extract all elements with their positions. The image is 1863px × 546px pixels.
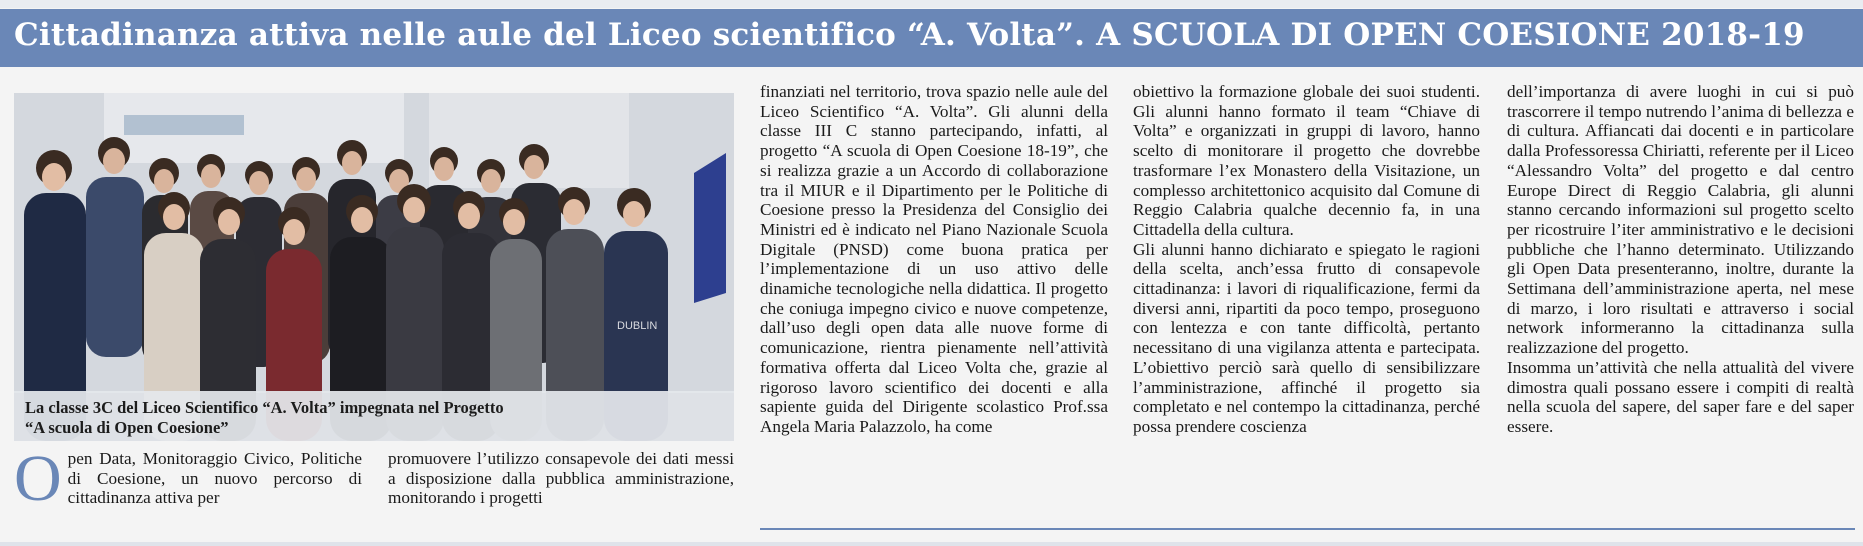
- caption-line-1: La classe 3C del Liceo Scientifico “A. Volta” impegnata nel Progetto: [25, 398, 504, 417]
- article-column-5: [1507, 82, 1854, 437]
- column-5-paragraph-1: dell’importanza di avere luoghi in cui si può trascorrere il tempo nutrendo l’anima di bellezza e di cultura. Affiancati dai docenti e in particolare dalla Professoressa Chiriatti, referente per il Liceo “Alessandro Volta” del progetto e dal centro Europe Direct di Reggio Calabria, gli alunni stanno cercando informazioni sul progetto scelto per ricostruire l’iter amministrativo e le decisioni pubbliche che l’hanno determinato. Utilizzando gli Open Data presenteranno, inoltre, durante la Settimana dell’amministrazione aperta, nel mese di marzo, i loro risultati e attraverso i social network informeranno la cittadinanza sulla realizzazione del progetto.: [1507, 82, 1854, 358]
- article-column-2: [388, 449, 734, 508]
- article-column-1: [14, 442, 362, 515]
- bottom-rule: [760, 528, 1855, 530]
- photo-caption: [14, 391, 734, 441]
- page-bottom-border: [0, 542, 1863, 546]
- top-border: [0, 0, 1863, 8]
- sweatshirt-text: DUBLIN: [617, 320, 658, 332]
- column-4-paragraph-2: Gli alunni hanno dichiarato e spiegato le ragioni della scelta, anch’essa frutto di consapevole cittadinanza: i lavori di riqualificazione, fermi da diversi anni, ripartiti da poco tempo, proseguono con lentezza e con tante difficoltà, pertanto necessitano di una vigilanza attenta e partecipata. L’obiettivo perciò sarà quello di sensibilizzare l’amministrazione, affinché il progetto sia completato e nel contempo la cittadinanza, perché possa prendere coscienza: [1133, 239, 1480, 436]
- article-column-3: [760, 82, 1108, 437]
- drop-cap: O: [14, 442, 62, 515]
- column-1-text: pen Data, Monitoraggio Civico, Politiche di Coesione, un nuovo percorso di cittadinanza attiva per: [67, 449, 362, 508]
- column-4-paragraph-1: obiettivo la formazione globale dei suoi studenti. Gli alunni hanno formato il team “Chiave di Volta” e organizzati in gruppi di lavoro, hanno scelto di monitorare il progetto che dovrebbe trasformare l’ex Monastero della Visitazione, un complesso architettonico acquisito dal Comune di Reggio Calabria qualche decennio fa, in una Cittadella della cultura.: [1133, 82, 1480, 239]
- article-title: Cittadinanza attiva nelle aule del Liceo scientifico “A. Volta”. A SCUOLA DI OPEN COESIONE 2018-19: [14, 17, 1805, 53]
- column-3-text: finanziati nel territorio, trova spazio nelle aule del Liceo Scientifico “A. Volta”. Gli alunni della classe III C stanno partecipando, infatti, al progetto “A scuola di Open Coesione 18-19”, che si realizza grazie a un Accordo di collaborazione tra il MIUR e il Dipartimento per le Politiche di Coesione presso la Presidenza del Consiglio dei Ministri ed è indicato nel Piano Nazionale Scuola Digitale (PNSD) come buona pratica per l’implementazione di un uso attivo delle dinamiche tecnologiche nella didattica. Il progetto che coniuga impegno civico e nuove competenze, dall’uso degli open data alle nuove forme di comunicazione, rientra pienamente nell’attività formativa offerta dal Liceo Volta che, grazie al rigoroso lavoro scientifico dei docenti e alla sapiente guida del Dirigente scolastico Prof.ssa Angela Maria Palazzolo, ha come: [760, 82, 1108, 436]
- caption-line-2: “A scuola di Open Coesione”: [25, 418, 229, 437]
- class-photo: [14, 93, 734, 441]
- article-header-bar: [0, 9, 1863, 67]
- column-2-text: promuovere l’utilizzo consapevole dei dati messi a disposizione dalla pubblica amministrazione, monitorando i progetti: [388, 449, 734, 508]
- column-5-paragraph-2: Insomma un’attività che nella attualità del vivere dimostra quali possano essere i compiti di realtà nella scuola del sapere, del saper fare e del saper essere.: [1507, 357, 1854, 436]
- class-photo-illustration: [14, 93, 734, 441]
- article-column-4: [1133, 82, 1480, 437]
